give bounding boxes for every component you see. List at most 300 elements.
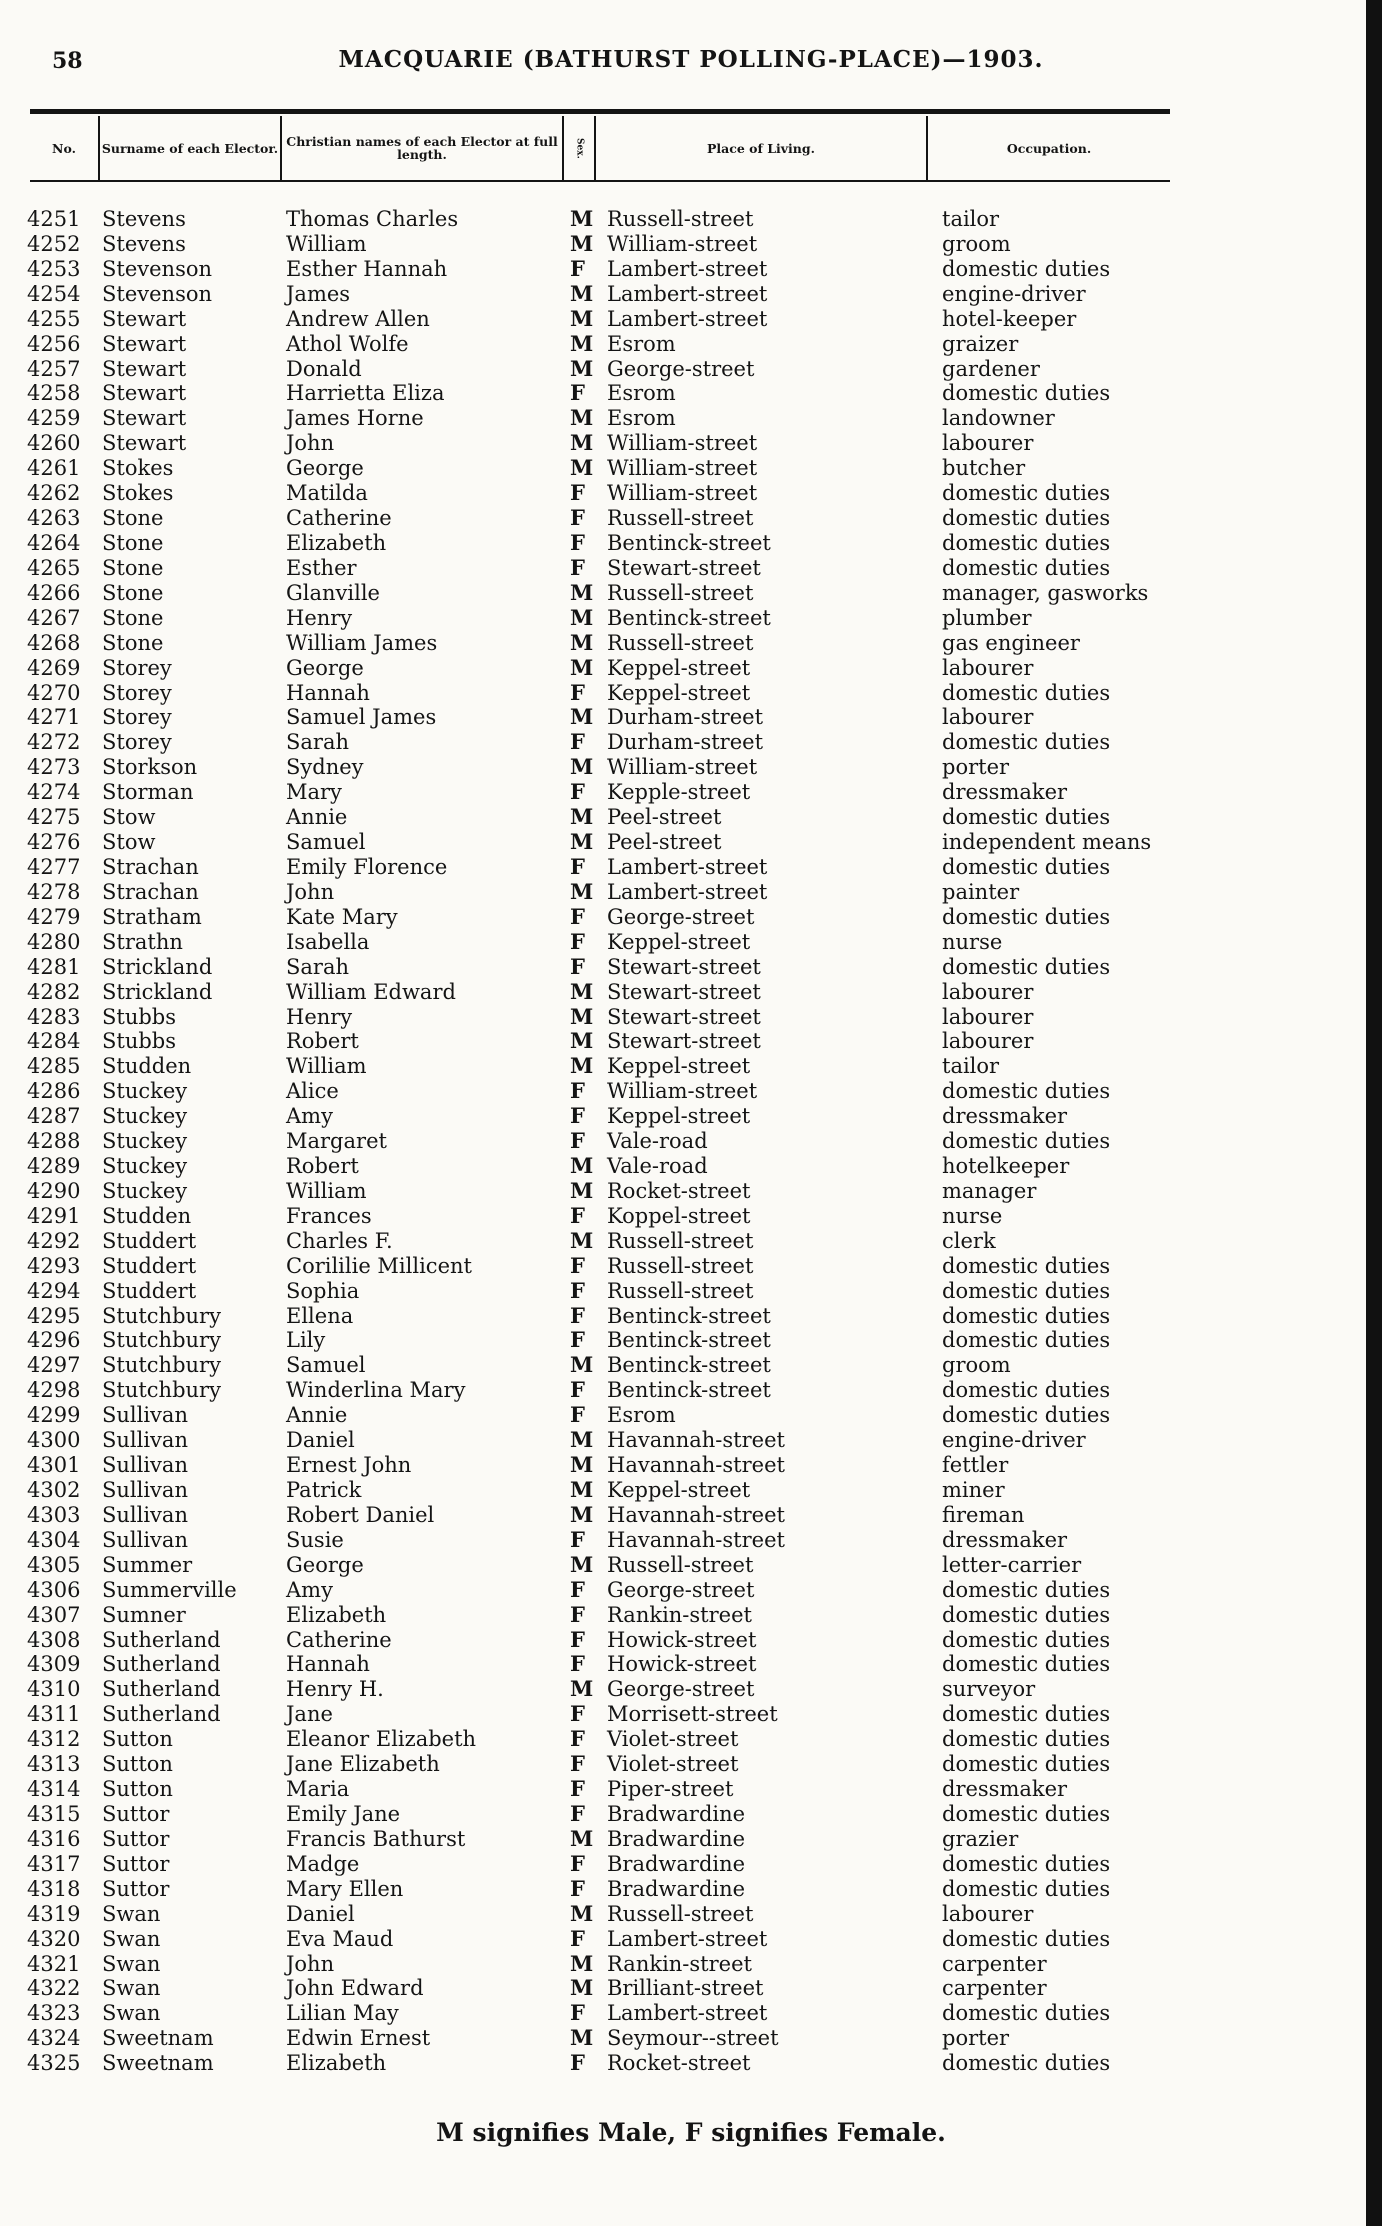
elector-christian-names: Catherine: [286, 1627, 392, 1652]
elector-surname: Studdert: [102, 1253, 197, 1278]
page-number: 58: [52, 48, 83, 74]
elector-occupation: tailor: [942, 1054, 1000, 1079]
elector-christian-names: Ellena: [286, 1303, 354, 1328]
elector-surname: Suttor: [102, 1876, 170, 1901]
elector-row: [0, 1428, 1382, 1453]
elector-number: 4300: [27, 1428, 81, 1453]
elector-surname: Suttor: [102, 1826, 170, 1851]
elector-sex: F: [570, 1726, 585, 1752]
elector-row: [0, 780, 1382, 805]
elector-christian-names: Amy: [286, 1577, 333, 1602]
elector-surname: Stone: [102, 605, 164, 630]
elector-number: 4316: [27, 1826, 81, 1851]
elector-christian-names: Frances: [286, 1203, 372, 1228]
elector-number: 4268: [27, 630, 81, 655]
elector-sex: M: [570, 1825, 594, 1851]
elector-sex: M: [570, 579, 594, 605]
elector-place-of-living: Peel-street: [607, 805, 722, 830]
elector-number: 4320: [27, 1926, 81, 1951]
elector-christian-names: Hannah: [286, 680, 370, 705]
elector-sex: M: [570, 1950, 594, 1976]
elector-number: 4270: [27, 680, 81, 705]
elector-sex: F: [570, 505, 585, 531]
elector-number: 4263: [27, 506, 81, 531]
elector-occupation: domestic duties: [942, 1627, 1111, 1652]
elector-place-of-living: Bentinck-street: [607, 1353, 771, 1378]
elector-number: 4302: [27, 1478, 81, 1503]
elector-place-of-living: Russell-street: [607, 1253, 754, 1278]
elector-surname: Stokes: [102, 456, 174, 481]
elector-christian-names: Andrew Allen: [286, 306, 430, 331]
elector-surname: Stutchbury: [102, 1303, 221, 1328]
elector-row: [0, 406, 1382, 431]
elector-surname: Stone: [102, 530, 164, 555]
elector-surname: Stubbs: [102, 1029, 177, 1054]
elector-sex: F: [570, 1078, 585, 1104]
elector-occupation: domestic duties: [942, 256, 1111, 281]
elector-number: 4265: [27, 555, 81, 580]
elector-surname: Stutchbury: [102, 1353, 221, 1378]
elector-number: 4291: [27, 1203, 81, 1228]
elector-row: [0, 1902, 1382, 1927]
elector-number: 4254: [27, 281, 81, 306]
elector-surname: Studdert: [102, 1278, 197, 1303]
elector-surname: Strickland: [102, 954, 213, 979]
elector-place-of-living: Lambert-street: [607, 306, 768, 331]
elector-place-of-living: Keppel-street: [607, 1054, 751, 1079]
elector-place-of-living: Havannah-street: [607, 1527, 785, 1552]
elector-occupation: domestic duties: [942, 1802, 1111, 1826]
elector-row: [0, 1777, 1382, 1802]
elector-christian-names: Hannah: [286, 1652, 370, 1677]
elector-sex: F: [570, 1801, 585, 1826]
elector-row: [0, 1453, 1382, 1478]
elector-row: [0, 1528, 1382, 1553]
elector-number: 4282: [27, 979, 81, 1004]
elector-surname: Stone: [102, 555, 164, 580]
elector-row: [0, 1802, 1382, 1827]
elector-place-of-living: George-street: [607, 1677, 755, 1702]
elector-christian-names: Charles F.: [286, 1228, 393, 1253]
elector-place-of-living: Kepple-street: [607, 780, 751, 805]
elector-number: 4313: [27, 1752, 81, 1777]
elector-sex: F: [570, 1103, 585, 1129]
elector-surname: Sutton: [102, 1777, 173, 1802]
elector-place-of-living: Rankin-street: [607, 1951, 752, 1976]
elector-christian-names: Thomas Charles: [286, 207, 459, 231]
elector-sex: F: [570, 554, 585, 580]
elector-number: 4272: [27, 730, 81, 755]
elector-number: 4311: [27, 1702, 81, 1727]
elector-occupation: dressmaker: [942, 1104, 1068, 1129]
elector-sex: M: [570, 1975, 594, 2001]
elector-number: 4301: [27, 1453, 81, 1478]
elector-sex: M: [570, 804, 594, 830]
elector-sex: F: [570, 1776, 585, 1802]
elector-row: [0, 1229, 1382, 1254]
elector-surname: Stone: [102, 630, 164, 655]
elector-christian-names: Athol Wolfe: [286, 331, 409, 356]
elector-christian-names: Henry: [286, 605, 353, 630]
elector-surname: Summer: [102, 1552, 193, 1577]
elector-number: 4314: [27, 1777, 81, 1802]
elector-christian-names: Corililie Millicent: [286, 1253, 472, 1278]
elector-number: 4280: [27, 929, 81, 954]
elector-surname: Stewart: [102, 381, 187, 406]
elector-row: [0, 1628, 1382, 1653]
elector-row: [0, 232, 1382, 257]
elector-place-of-living: Durham-street: [607, 705, 764, 730]
elector-christian-names: John Edward: [286, 1976, 424, 2001]
elector-row: [0, 1976, 1382, 2001]
elector-surname: Sweetnam: [102, 2026, 214, 2051]
elector-christian-names: Sydney: [286, 755, 364, 780]
elector-christian-names: William: [286, 1178, 367, 1203]
elector-christian-names: Alice: [286, 1079, 339, 1104]
elector-sex: F: [570, 1576, 585, 1602]
elector-surname: Swan: [102, 1976, 161, 2001]
elector-place-of-living: Esrom: [607, 331, 676, 356]
elector-number: 4266: [27, 580, 81, 605]
elector-surname: Stuckey: [102, 1104, 188, 1129]
elector-occupation: domestic duties: [942, 730, 1111, 755]
elector-occupation: porter: [942, 2026, 1010, 2051]
elector-surname: Stuckey: [102, 1154, 188, 1179]
elector-row: [0, 282, 1382, 307]
elector-christian-names: Susie: [286, 1527, 344, 1552]
elector-sex: F: [570, 928, 585, 954]
elector-surname: Sullivan: [102, 1478, 188, 1503]
elector-row: [0, 1104, 1382, 1129]
elector-surname: Stuckey: [102, 1178, 188, 1203]
elector-sex: M: [570, 1551, 594, 1577]
elector-occupation: labourer: [942, 705, 1034, 730]
elector-occupation: miner: [942, 1478, 1005, 1503]
elector-sex: F: [570, 903, 585, 929]
elector-surname: Stevenson: [102, 281, 213, 306]
elector-christian-names: Robert: [286, 1029, 359, 1054]
elector-place-of-living: Russell-street: [607, 1278, 754, 1303]
elector-surname: Stuckey: [102, 1079, 188, 1104]
elector-sex: M: [570, 1227, 594, 1253]
elector-number: 4275: [27, 805, 81, 830]
elector-surname: Strachan: [102, 879, 199, 904]
elector-sex: M: [570, 1676, 594, 1702]
elector-occupation: butcher: [942, 456, 1026, 481]
elector-christian-names: Eleanor Elizabeth: [286, 1727, 477, 1752]
elector-christian-names: Elizabeth: [286, 530, 387, 555]
elector-sex: M: [570, 1501, 594, 1527]
elector-number: 4281: [27, 954, 81, 979]
header-rule-top: [30, 109, 1170, 114]
elector-occupation: groom: [942, 1353, 1011, 1378]
elector-row: [0, 1827, 1382, 1852]
elector-occupation: manager: [942, 1178, 1037, 1203]
elector-surname: Storey: [102, 705, 172, 730]
elector-occupation: domestic duties: [942, 1652, 1111, 1677]
elector-row: [0, 556, 1382, 581]
elector-place-of-living: Stewart-street: [607, 954, 761, 979]
elector-surname: Storey: [102, 730, 172, 755]
elector-sex: F: [570, 1277, 585, 1303]
elector-occupation: tailor: [942, 207, 1000, 231]
elector-place-of-living: Stewart-street: [607, 1004, 761, 1029]
elector-place-of-living: Russell-street: [607, 1228, 754, 1253]
elector-number: 4307: [27, 1602, 81, 1627]
elector-surname: Sutton: [102, 1752, 173, 1777]
elector-row: [0, 431, 1382, 456]
elector-sex: M: [570, 230, 594, 256]
elector-sex: M: [570, 629, 594, 655]
elector-christian-names: George: [286, 1552, 364, 1577]
elector-sex: F: [570, 480, 585, 506]
elector-place-of-living: Keppel-street: [607, 929, 751, 954]
elector-sex: M: [570, 1900, 594, 1926]
elector-occupation: graizer: [942, 331, 1019, 356]
elector-place-of-living: Koppel-street: [607, 1203, 751, 1228]
elector-number: 4252: [27, 231, 81, 256]
elector-occupation: domestic duties: [942, 381, 1111, 406]
elector-number: 4319: [27, 1901, 81, 1926]
elector-number: 4277: [27, 854, 81, 879]
elector-place-of-living: Lambert-street: [607, 1926, 768, 1951]
elector-place-of-living: William-street: [607, 456, 758, 481]
elector-surname: Strachan: [102, 854, 199, 879]
elector-row: [0, 955, 1382, 980]
elector-row: [0, 456, 1382, 481]
elector-number: 4285: [27, 1054, 81, 1079]
elector-number: 4287: [27, 1104, 81, 1129]
elector-number: 4283: [27, 1004, 81, 1029]
elector-occupation: domestic duties: [942, 904, 1111, 929]
elector-occupation: nurse: [942, 1203, 1003, 1228]
elector-christian-names: Lily: [286, 1328, 326, 1353]
elector-surname: Sullivan: [102, 1502, 188, 1527]
elector-occupation: domestic duties: [942, 1303, 1111, 1328]
elector-surname: Stewart: [102, 356, 187, 381]
elector-surname: Sutherland: [102, 1702, 221, 1727]
elector-surname: Storey: [102, 680, 172, 705]
elector-place-of-living: George-street: [607, 356, 755, 381]
elector-surname: Sweetnam: [102, 2051, 214, 2076]
elector-row: [0, 730, 1382, 755]
elector-row: [0, 531, 1382, 556]
elector-christian-names: Esther Hannah: [286, 256, 448, 281]
elector-row: [0, 1927, 1382, 1952]
elector-christian-names: Daniel: [286, 1428, 355, 1453]
elector-sex: M: [570, 1153, 594, 1179]
elector-place-of-living: William-street: [607, 481, 758, 506]
elector-place-of-living: Durham-street: [607, 730, 764, 755]
elector-number: 4294: [27, 1278, 81, 1303]
elector-row: [0, 606, 1382, 631]
elector-occupation: domestic duties: [942, 1328, 1111, 1353]
elector-christian-names: John: [286, 1951, 335, 1976]
elector-number: 4317: [27, 1851, 81, 1876]
elector-sex: M: [570, 1427, 594, 1453]
elector-christian-names: Jane: [286, 1702, 333, 1727]
elector-number: 4278: [27, 879, 81, 904]
elector-surname: Strickland: [102, 979, 213, 1004]
elector-christian-names: William: [286, 1054, 367, 1079]
elector-christian-names: Mary: [286, 780, 342, 805]
elector-occupation: domestic duties: [942, 2001, 1111, 2026]
elector-row: [0, 855, 1382, 880]
elector-christian-names: Donald: [286, 356, 362, 381]
elector-occupation: domestic duties: [942, 1577, 1111, 1602]
elector-occupation: domestic duties: [942, 1876, 1111, 1901]
page-title: MACQUARIE (BATHURST POLLING-PLACE)—1903.: [338, 46, 1044, 73]
elector-number: 4310: [27, 1677, 81, 1702]
elector-surname: Stevenson: [102, 256, 213, 281]
elector-christian-names: Harrietta Eliza: [286, 381, 445, 406]
elector-occupation: domestic duties: [942, 1378, 1111, 1403]
elector-occupation: domestic duties: [942, 954, 1111, 979]
elector-sex: M: [570, 754, 594, 780]
elector-christian-names: John: [286, 431, 335, 456]
elector-occupation: domestic duties: [942, 1602, 1111, 1627]
elector-number: 4258: [27, 381, 81, 406]
elector-sex: F: [570, 1925, 585, 1951]
elector-row: [0, 381, 1382, 406]
elector-place-of-living: Esrom: [607, 406, 676, 431]
elector-number: 4255: [27, 306, 81, 331]
elector-sex: F: [570, 2000, 585, 2026]
elector-number: 4288: [27, 1129, 81, 1154]
elector-occupation: painter: [942, 879, 1020, 904]
elector-place-of-living: Lambert-street: [607, 879, 768, 904]
elector-occupation: domestic duties: [942, 1129, 1111, 1154]
elector-place-of-living: Brilliant-street: [607, 1976, 764, 2001]
elector-row: [0, 257, 1382, 282]
elector-christian-names: George: [286, 456, 364, 481]
elector-sex: F: [570, 380, 585, 406]
elector-row: [0, 681, 1382, 706]
elector-row: [0, 1952, 1382, 1977]
column-header-occupation: Occupation.: [1006, 140, 1092, 156]
elector-occupation: domestic duties: [942, 1278, 1111, 1303]
elector-sex: F: [570, 1601, 585, 1627]
elector-place-of-living: Russell-street: [607, 207, 754, 231]
elector-place-of-living: Russell-street: [607, 580, 754, 605]
elector-row: [0, 1304, 1382, 1329]
elector-christian-names: Isabella: [286, 929, 370, 954]
elector-number: 4293: [27, 1253, 81, 1278]
elector-number: 4253: [27, 256, 81, 281]
elector-place-of-living: Peel-street: [607, 830, 722, 855]
elector-christian-names: James: [286, 281, 351, 306]
elector-christian-names: Elizabeth: [286, 2051, 387, 2076]
elector-surname: Storman: [102, 780, 194, 805]
elector-sex: F: [570, 679, 585, 705]
elector-christian-names: Henry: [286, 1004, 353, 1029]
elector-number: 4259: [27, 406, 81, 431]
elector-christian-names: Henry H.: [286, 1677, 384, 1702]
elector-row: [0, 1702, 1382, 1727]
elector-occupation: labourer: [942, 979, 1034, 1004]
elector-surname: Studden: [102, 1203, 192, 1228]
elector-place-of-living: Russell-street: [607, 1552, 754, 1577]
elector-occupation: nurse: [942, 929, 1003, 954]
elector-occupation: gardener: [942, 356, 1040, 381]
elector-surname: Storkson: [102, 755, 198, 780]
elector-occupation: labourer: [942, 655, 1034, 680]
elector-number: 4267: [27, 605, 81, 630]
elector-place-of-living: Esrom: [607, 381, 676, 406]
elector-row: [0, 880, 1382, 905]
elector-occupation: landowner: [942, 406, 1055, 431]
elector-occupation: domestic duties: [942, 1851, 1111, 1876]
elector-surname: Sutton: [102, 1727, 173, 1752]
elector-place-of-living: Piper-street: [607, 1777, 734, 1802]
elector-sex: F: [570, 1377, 585, 1403]
elector-place-of-living: Russell-street: [607, 506, 754, 531]
elector-place-of-living: Seymour--street: [607, 2026, 779, 2051]
elector-christian-names: Jane Elizabeth: [286, 1752, 440, 1777]
elector-occupation: grazier: [942, 1826, 1019, 1851]
elector-place-of-living: George-street: [607, 1577, 755, 1602]
elector-sex: F: [570, 853, 585, 879]
elector-christian-names: Robert: [286, 1154, 359, 1179]
elector-christian-names: Glanville: [286, 580, 380, 605]
elector-occupation: dressmaker: [942, 1527, 1068, 1552]
elector-place-of-living: Bentinck-street: [607, 1303, 771, 1328]
elector-row: [0, 307, 1382, 332]
electors-list: [0, 207, 1382, 2076]
elector-occupation: surveyor: [942, 1677, 1036, 1702]
elector-occupation: labourer: [942, 1004, 1034, 1029]
elector-surname: Stow: [102, 805, 156, 830]
elector-place-of-living: Lambert-street: [607, 256, 768, 281]
elector-occupation: dressmaker: [942, 1777, 1068, 1802]
elector-christian-names: Edwin Ernest: [286, 2026, 431, 2051]
elector-sex: M: [570, 305, 594, 331]
elector-place-of-living: Russell-street: [607, 630, 754, 655]
elector-row: [0, 1852, 1382, 1877]
elector-number: 4256: [27, 331, 81, 356]
elector-row: [0, 1254, 1382, 1279]
elector-place-of-living: Bentinck-street: [607, 1378, 771, 1403]
elector-sex: F: [570, 1626, 585, 1652]
elector-surname: Swan: [102, 1926, 161, 1951]
elector-place-of-living: Howick-street: [607, 1652, 757, 1677]
elector-sex: F: [570, 729, 585, 755]
elector-surname: Stone: [102, 506, 164, 531]
elector-christian-names: Samuel James: [286, 705, 437, 730]
elector-sex: F: [570, 1252, 585, 1278]
elector-occupation: domestic duties: [942, 680, 1111, 705]
elector-christian-names: John: [286, 879, 335, 904]
elector-row: [0, 2026, 1382, 2051]
elector-surname: Swan: [102, 1901, 161, 1926]
elector-sex: F: [570, 1526, 585, 1552]
elector-christian-names: Lilian May: [286, 2001, 399, 2026]
elector-number: 4308: [27, 1627, 81, 1652]
elector-place-of-living: Bradwardine: [607, 1826, 746, 1851]
elector-number: 4303: [27, 1502, 81, 1527]
elector-place-of-living: Violet-street: [607, 1727, 739, 1752]
column-header-no: No.: [52, 140, 76, 156]
elector-number: 4273: [27, 755, 81, 780]
elector-row: [0, 1752, 1382, 1777]
elector-surname: Stow: [102, 830, 156, 855]
elector-sex: M: [570, 978, 594, 1004]
elector-occupation: engine-driver: [942, 1428, 1086, 1453]
elector-surname: Sullivan: [102, 1527, 188, 1552]
elector-sex: M: [570, 1352, 594, 1378]
elector-occupation: domestic duties: [942, 1079, 1111, 1104]
elector-surname: Sutherland: [102, 1677, 221, 1702]
